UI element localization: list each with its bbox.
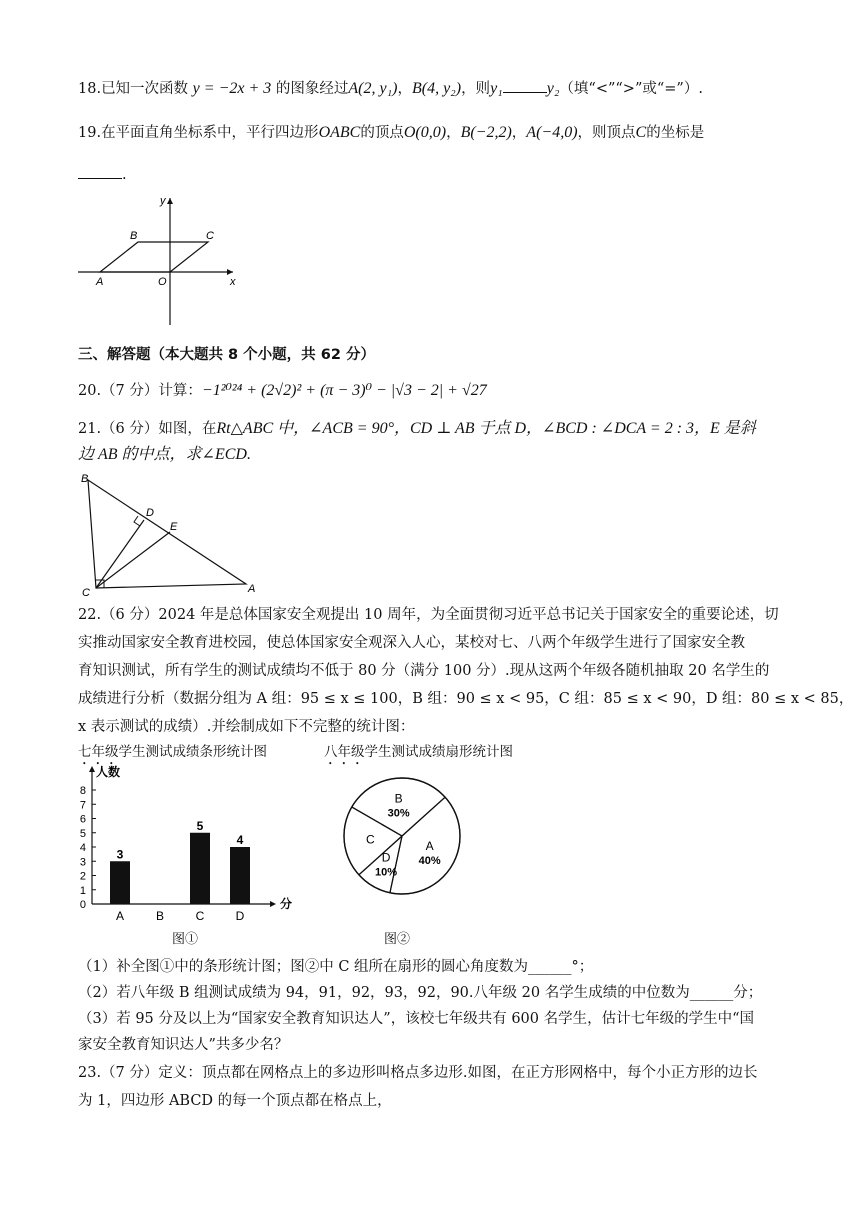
question-21-line-1	[78, 418, 788, 440]
bar-chart-bars	[110, 819, 250, 904]
q19-text-2: 的顶点	[360, 125, 404, 141]
caption-pie-rest: 学生测试成绩扇形统计图	[364, 744, 513, 760]
y-axis-label: y	[160, 195, 166, 207]
point-d-label: D	[146, 507, 154, 519]
q18-sep: ，	[397, 81, 412, 97]
x-axis-arrow	[227, 269, 233, 275]
q22-sub-1: （1）补全图①中的条形统计图；图②中 C 组所在扇形的圆心角度数为______°；	[78, 959, 594, 975]
figure-2-label: 图②	[384, 932, 411, 947]
bar-x-axis-arrow	[270, 901, 276, 907]
q21-head: 21.（6 分）如图，在	[78, 421, 217, 437]
bar-D	[230, 847, 250, 904]
vertex-b-label: B	[130, 230, 138, 242]
bar-data-label-D: 4	[236, 833, 244, 847]
bar-y-tick-label: 7	[79, 799, 86, 812]
origin-label: O	[158, 276, 167, 288]
bar-y-tick-label: 5	[79, 827, 86, 840]
bar-y-axis-label: 人数	[96, 765, 121, 779]
bar-y-tick-label: 8	[79, 785, 86, 797]
pie-label-D: D	[381, 850, 391, 865]
question-19: 19.在平面直角坐标系中，平行四边形OABC的顶点O(0,0)，B(−2,2)，A(−4,0)，则顶点C的坐标是	[78, 124, 705, 141]
q19-point-b: B(−2,2)	[460, 124, 512, 141]
q19-shape: OABC	[318, 124, 361, 141]
x-axis-label: x	[230, 276, 236, 288]
segment-ce	[96, 532, 170, 588]
parallelogram-oabc	[100, 242, 208, 272]
q19-coordinate-figure	[78, 190, 248, 330]
bar-y-tick-label: 4	[79, 842, 86, 854]
q19-text-3: ，则顶点	[577, 125, 636, 141]
pie-percent-B: 30%	[387, 807, 410, 820]
q22-line-1: 22.（6 分）2024 年是总体国家安全观提出 10 周年，为全面贯彻习近平总书记关于国家安全的重要论述，切	[78, 607, 779, 623]
q20-expression: −1²⁰²⁴ + (2√2)² + (π − 3)⁰ − |√3 − 2| + √27	[201, 382, 487, 399]
q21-triangle-figure	[78, 470, 268, 600]
q18-point-b: B(4, y₂)	[411, 80, 462, 97]
bar-chart-y-ticks	[80, 785, 96, 911]
y-axis-arrow	[167, 198, 173, 204]
bar-y-tick-label: 2	[79, 870, 86, 883]
q21-line-2: 边 AB 的中点，求∠ECD.	[78, 446, 251, 463]
bar-y-tick-label: 1	[79, 884, 86, 897]
q19-end: .	[122, 167, 127, 183]
q18-text-3: ，则	[461, 81, 491, 97]
q19-answer-blank[interactable]	[78, 164, 122, 179]
q18-y1: y₁	[490, 80, 503, 97]
q22-line-2: 实推动国家安全教育进校园，使总体国家安全观深入人心，某校对七、八两个年级学生进行了国家安全教	[78, 635, 745, 651]
pie-label-A: A	[425, 838, 434, 853]
bar-A	[110, 861, 130, 904]
bar-category-A: A	[115, 909, 125, 923]
bar-y-axis-arrow	[89, 766, 95, 772]
bar-category-B: B	[155, 909, 165, 923]
q19-point-c: C	[635, 124, 647, 141]
q18-point-a: A(2, y₁)	[348, 80, 398, 97]
bar-y-tick-label: 3	[79, 856, 86, 869]
vertex-b-label: B	[81, 473, 89, 485]
q18-number: 18.	[78, 81, 102, 97]
q22-line-4: 成绩进行分析（数据分组为 A 组：95 ≤ x ≤ 100，B 组：90 ≤ x < 95，C 组：85 ≤ x < 90，D 组：80 ≤ x < 85，	[78, 691, 854, 707]
point-e-label: E	[170, 521, 178, 533]
segment-cd	[96, 520, 144, 588]
bar-category-C: C	[195, 909, 205, 923]
q22-sub-3a: （3）若 95 分及以上为“国家安全教育知识达人”，该校七年级共有 600 名学生，估计七年级的学生中“国	[78, 1011, 755, 1027]
question-20	[78, 380, 788, 402]
caption-grade-7: 七年级	[78, 744, 119, 760]
q18-text-1: 已知一次函数	[101, 81, 189, 97]
q19-point-o: O(0,0)	[403, 124, 447, 141]
q19-point-a: A(−4,0)	[526, 124, 578, 141]
q22-sub-2: （2）若八年级 B 组测试成绩为 94，91，92，93，92，90.八年级 20 名学生成绩的中位数为______分；	[78, 985, 763, 1001]
pie-label-B: B	[394, 791, 403, 806]
question-21-line-2	[78, 444, 788, 466]
bar-chart-categories	[116, 909, 245, 923]
q22-line-5: x 表示测试的成绩）.并绘制成如下不完整的统计图：	[78, 719, 415, 735]
q19-answer-line	[78, 164, 788, 186]
q20-head: 20.（7 分）计算：	[78, 383, 202, 399]
vertex-a-label: A	[248, 583, 256, 595]
q19-text-4: 的坐标是	[646, 125, 705, 141]
pie-percent-D: 10%	[375, 866, 398, 879]
figure-1-label: 图①	[172, 932, 199, 947]
pie-label-C: C	[365, 832, 375, 847]
vertex-a-label: A	[96, 276, 104, 288]
q22-sub-3b: 家安全教育知识达人”共多少名？	[78, 1037, 289, 1053]
q21-line-1: Rt△ABC 中，∠ACB = 90°，CD ⊥ AB 于点 D，∠BCD : ∠DCA = 2 : 3，E 是斜	[216, 420, 756, 437]
bar-C	[190, 833, 210, 904]
right-angle-mark-d	[134, 516, 140, 526]
q19-number: 19.	[78, 125, 102, 141]
q18-function: y = −2x + 3	[192, 80, 272, 97]
q23-line-1: 23.（7 分）定义：顶点都在网格点上的多边形叫格点多边形.如图，在正方形网格中，每个小正方形的边长	[78, 1065, 758, 1081]
grade-8-pie-chart	[338, 772, 468, 902]
bar-data-label-A: 3	[116, 847, 124, 862]
bar-x-axis-label: 分	[280, 897, 293, 911]
caption-bar-rest: 学生测试成绩条形统计图	[118, 744, 267, 760]
pie-percent-A: 40%	[418, 854, 441, 867]
grade-7-bar-chart	[70, 762, 300, 932]
vertex-c-label: C	[206, 230, 214, 242]
bar-category-D: D	[235, 909, 245, 923]
bar-y-tick-label: 6	[79, 813, 86, 826]
q19-text-1: 在平面直角坐标系中，平行四边形	[101, 125, 319, 141]
caption-grade-8: 八年级	[324, 744, 365, 760]
pie-chart-caption	[324, 740, 513, 768]
q23-line-2: 为 1，四边形 ABCD 的每一个顶点都在格点上，	[78, 1093, 392, 1109]
q18-answer-blank[interactable]	[503, 78, 547, 93]
q18-y2: y₂	[546, 80, 560, 97]
bar-y-tick-label: 0	[79, 899, 86, 911]
q18-text-2: 的图象经过	[275, 81, 349, 97]
vertex-c-label: C	[82, 587, 90, 599]
section-3-heading: 三、解答题（本大题共 8 个小题，共 62 分）	[78, 347, 375, 363]
question-18	[78, 78, 788, 100]
q18-text-4: （填“<”“>”或“=”）.	[559, 81, 703, 97]
q22-line-3: 育知识测试，所有学生的测试成绩均不低于 80 分（满分 100 分）.现从这两个年级各随机抽取 20 名学生的	[78, 663, 770, 679]
bar-data-label-C: 5	[196, 818, 204, 833]
